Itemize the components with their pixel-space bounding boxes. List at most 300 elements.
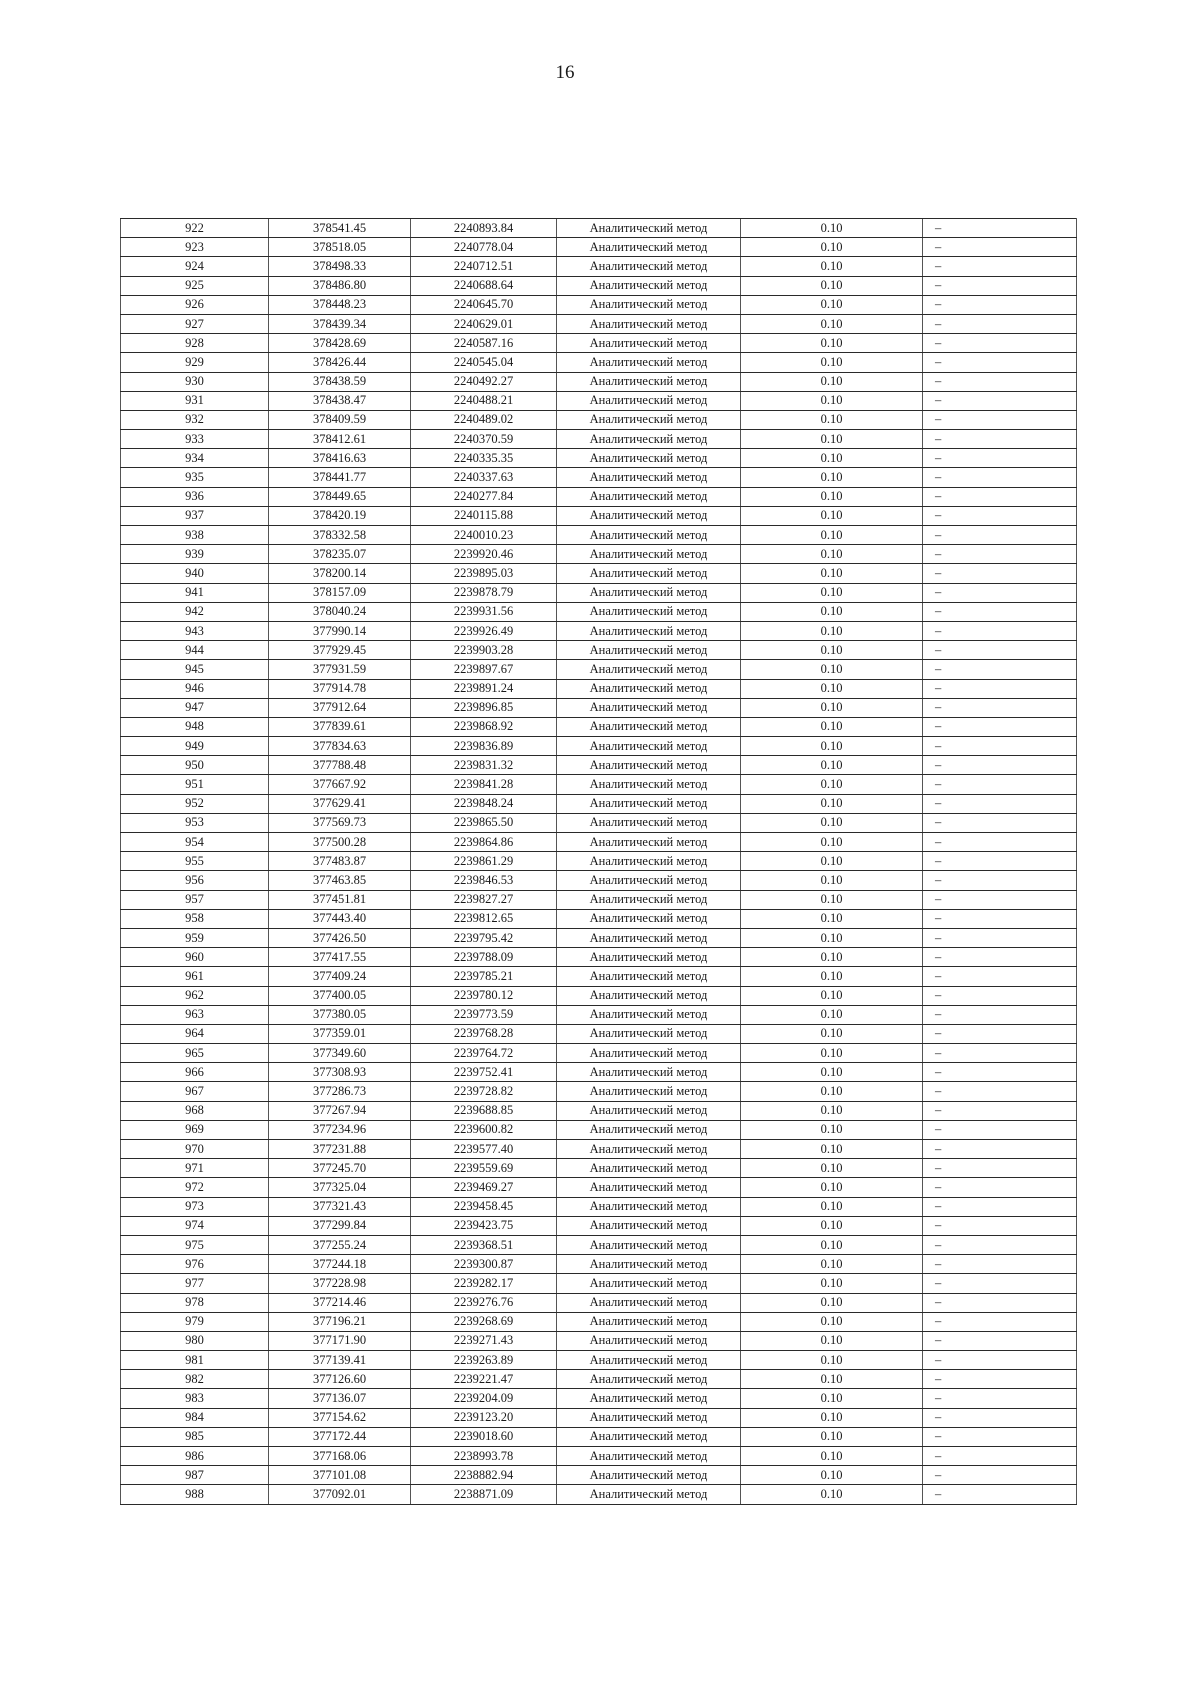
method-cell: Аналитический метод xyxy=(557,1216,741,1235)
point-number-cell: 926 xyxy=(121,295,269,314)
method-cell: Аналитический метод xyxy=(557,526,741,545)
table-row xyxy=(121,756,1077,775)
note-cell: – xyxy=(923,526,1077,545)
method-cell: Аналитический метод xyxy=(557,219,741,238)
y-coordinate-cell: 2239018.60 xyxy=(411,1427,557,1446)
table-row xyxy=(121,1408,1077,1427)
x-coordinate-cell: 378332.58 xyxy=(269,526,411,545)
x-coordinate-cell: 377168.06 xyxy=(269,1447,411,1466)
note-cell: – xyxy=(923,583,1077,602)
point-number-cell: 981 xyxy=(121,1351,269,1370)
x-coordinate-cell: 377308.93 xyxy=(269,1063,411,1082)
method-cell: Аналитический метод xyxy=(557,487,741,506)
table-row xyxy=(121,1044,1077,1063)
method-cell: Аналитический метод xyxy=(557,1024,741,1043)
table-row xyxy=(121,986,1077,1005)
y-coordinate-cell: 2239300.87 xyxy=(411,1255,557,1274)
table-row xyxy=(121,1351,1077,1370)
y-coordinate-cell: 2239926.49 xyxy=(411,621,557,640)
point-number-cell: 974 xyxy=(121,1216,269,1235)
method-cell: Аналитический метод xyxy=(557,295,741,314)
table-row xyxy=(121,487,1077,506)
accuracy-cell: 0.10 xyxy=(741,967,923,986)
point-number-cell: 966 xyxy=(121,1063,269,1082)
table-row xyxy=(121,717,1077,736)
x-coordinate-cell: 377788.48 xyxy=(269,756,411,775)
point-number-cell: 970 xyxy=(121,1140,269,1159)
method-cell: Аналитический метод xyxy=(557,890,741,909)
note-cell: – xyxy=(923,852,1077,871)
accuracy-cell: 0.10 xyxy=(741,410,923,429)
point-number-cell: 949 xyxy=(121,737,269,756)
y-coordinate-cell: 2240688.64 xyxy=(411,276,557,295)
point-number-cell: 962 xyxy=(121,986,269,1005)
table-row xyxy=(121,813,1077,832)
method-cell: Аналитический метод xyxy=(557,621,741,640)
point-number-cell: 924 xyxy=(121,257,269,276)
method-cell: Аналитический метод xyxy=(557,756,741,775)
accuracy-cell: 0.10 xyxy=(741,219,923,238)
point-number-cell: 946 xyxy=(121,679,269,698)
point-number-cell: 942 xyxy=(121,602,269,621)
y-coordinate-cell: 2240489.02 xyxy=(411,410,557,429)
point-number-cell: 963 xyxy=(121,1005,269,1024)
y-coordinate-cell: 2240010.23 xyxy=(411,526,557,545)
point-number-cell: 950 xyxy=(121,756,269,775)
y-coordinate-cell: 2239864.86 xyxy=(411,833,557,852)
table-row xyxy=(121,641,1077,660)
point-number-cell: 956 xyxy=(121,871,269,890)
method-cell: Аналитический метод xyxy=(557,679,741,698)
accuracy-cell: 0.10 xyxy=(741,698,923,717)
note-cell: – xyxy=(923,1255,1077,1274)
point-number-cell: 945 xyxy=(121,660,269,679)
accuracy-cell: 0.10 xyxy=(741,794,923,813)
accuracy-cell: 0.10 xyxy=(741,871,923,890)
point-number-cell: 972 xyxy=(121,1178,269,1197)
x-coordinate-cell: 378412.61 xyxy=(269,430,411,449)
y-coordinate-cell: 2240778.04 xyxy=(411,238,557,257)
x-coordinate-cell: 377839.61 xyxy=(269,717,411,736)
point-number-cell: 947 xyxy=(121,698,269,717)
point-number-cell: 959 xyxy=(121,928,269,947)
method-cell: Аналитический метод xyxy=(557,564,741,583)
table-row xyxy=(121,1082,1077,1101)
point-number-cell: 938 xyxy=(121,526,269,545)
method-cell: Аналитический метод xyxy=(557,928,741,947)
x-coordinate-cell: 377286.73 xyxy=(269,1082,411,1101)
y-coordinate-cell: 2240587.16 xyxy=(411,334,557,353)
point-number-cell: 982 xyxy=(121,1370,269,1389)
note-cell: – xyxy=(923,314,1077,333)
table-row xyxy=(121,334,1077,353)
note-cell: – xyxy=(923,372,1077,391)
y-coordinate-cell: 2240335.35 xyxy=(411,449,557,468)
y-coordinate-cell: 2239752.41 xyxy=(411,1063,557,1082)
table-row xyxy=(121,1005,1077,1024)
y-coordinate-cell: 2239204.09 xyxy=(411,1389,557,1408)
method-cell: Аналитический метод xyxy=(557,1466,741,1485)
table-row xyxy=(121,602,1077,621)
x-coordinate-cell: 377443.40 xyxy=(269,909,411,928)
method-cell: Аналитический метод xyxy=(557,1120,741,1139)
note-cell: – xyxy=(923,1197,1077,1216)
note-cell: – xyxy=(923,1140,1077,1159)
table-row xyxy=(121,890,1077,909)
point-number-cell: 932 xyxy=(121,410,269,429)
y-coordinate-cell: 2239920.46 xyxy=(411,545,557,564)
accuracy-cell: 0.10 xyxy=(741,1005,923,1024)
table-row xyxy=(121,1274,1077,1293)
accuracy-cell: 0.10 xyxy=(741,1331,923,1350)
method-cell: Аналитический метод xyxy=(557,1178,741,1197)
point-number-cell: 935 xyxy=(121,468,269,487)
accuracy-cell: 0.10 xyxy=(741,314,923,333)
table-row xyxy=(121,1159,1077,1178)
table-row xyxy=(121,410,1077,429)
point-number-cell: 927 xyxy=(121,314,269,333)
point-number-cell: 936 xyxy=(121,487,269,506)
note-cell: – xyxy=(923,813,1077,832)
note-cell: – xyxy=(923,1312,1077,1331)
note-cell: – xyxy=(923,1447,1077,1466)
note-cell: – xyxy=(923,1178,1077,1197)
y-coordinate-cell: 2239827.27 xyxy=(411,890,557,909)
note-cell: – xyxy=(923,1120,1077,1139)
x-coordinate-cell: 378486.80 xyxy=(269,276,411,295)
x-coordinate-cell: 377349.60 xyxy=(269,1044,411,1063)
method-cell: Аналитический метод xyxy=(557,391,741,410)
point-number-cell: 948 xyxy=(121,717,269,736)
x-coordinate-cell: 378439.34 xyxy=(269,314,411,333)
point-number-cell: 940 xyxy=(121,564,269,583)
point-number-cell: 960 xyxy=(121,948,269,967)
table-row xyxy=(121,833,1077,852)
x-coordinate-cell: 377245.70 xyxy=(269,1159,411,1178)
table-row xyxy=(121,737,1077,756)
point-number-cell: 957 xyxy=(121,890,269,909)
point-number-cell: 984 xyxy=(121,1408,269,1427)
accuracy-cell: 0.10 xyxy=(741,506,923,525)
x-coordinate-cell: 377426.50 xyxy=(269,928,411,947)
x-coordinate-cell: 377483.87 xyxy=(269,852,411,871)
accuracy-cell: 0.10 xyxy=(741,621,923,640)
method-cell: Аналитический метод xyxy=(557,506,741,525)
point-number-cell: 941 xyxy=(121,583,269,602)
x-coordinate-cell: 378426.44 xyxy=(269,353,411,372)
accuracy-cell: 0.10 xyxy=(741,775,923,794)
table-row xyxy=(121,1389,1077,1408)
method-cell: Аналитический метод xyxy=(557,353,741,372)
point-number-cell: 978 xyxy=(121,1293,269,1312)
y-coordinate-cell: 2240115.88 xyxy=(411,506,557,525)
accuracy-cell: 0.10 xyxy=(741,1274,923,1293)
accuracy-cell: 0.10 xyxy=(741,1293,923,1312)
accuracy-cell: 0.10 xyxy=(741,468,923,487)
method-cell: Аналитический метод xyxy=(557,1082,741,1101)
accuracy-cell: 0.10 xyxy=(741,487,923,506)
method-cell: Аналитический метод xyxy=(557,314,741,333)
method-cell: Аналитический метод xyxy=(557,1197,741,1216)
point-number-cell: 930 xyxy=(121,372,269,391)
x-coordinate-cell: 377171.90 xyxy=(269,1331,411,1350)
note-cell: – xyxy=(923,1082,1077,1101)
note-cell: – xyxy=(923,1044,1077,1063)
x-coordinate-cell: 378541.45 xyxy=(269,219,411,238)
x-coordinate-cell: 377380.05 xyxy=(269,1005,411,1024)
y-coordinate-cell: 2239368.51 xyxy=(411,1235,557,1254)
point-number-cell: 964 xyxy=(121,1024,269,1043)
point-number-cell: 953 xyxy=(121,813,269,832)
accuracy-cell: 0.10 xyxy=(741,1408,923,1427)
y-coordinate-cell: 2239788.09 xyxy=(411,948,557,967)
note-cell: – xyxy=(923,238,1077,257)
table-row xyxy=(121,1120,1077,1139)
point-number-cell: 968 xyxy=(121,1101,269,1120)
accuracy-cell: 0.10 xyxy=(741,1485,923,1504)
x-coordinate-cell: 378448.23 xyxy=(269,295,411,314)
y-coordinate-cell: 2239846.53 xyxy=(411,871,557,890)
table-row xyxy=(121,1197,1077,1216)
table-row xyxy=(121,276,1077,295)
y-coordinate-cell: 2239865.50 xyxy=(411,813,557,832)
x-coordinate-cell: 377629.41 xyxy=(269,794,411,813)
note-cell: – xyxy=(923,410,1077,429)
accuracy-cell: 0.10 xyxy=(741,1063,923,1082)
y-coordinate-cell: 2239276.76 xyxy=(411,1293,557,1312)
table-row xyxy=(121,1447,1077,1466)
y-coordinate-cell: 2239868.92 xyxy=(411,717,557,736)
method-cell: Аналитический метод xyxy=(557,583,741,602)
y-coordinate-cell: 2239878.79 xyxy=(411,583,557,602)
accuracy-cell: 0.10 xyxy=(741,737,923,756)
method-cell: Аналитический метод xyxy=(557,775,741,794)
x-coordinate-cell: 377914.78 xyxy=(269,679,411,698)
y-coordinate-cell: 2239271.43 xyxy=(411,1331,557,1350)
x-coordinate-cell: 378040.24 xyxy=(269,602,411,621)
method-cell: Аналитический метод xyxy=(557,698,741,717)
table-row xyxy=(121,1216,1077,1235)
note-cell: – xyxy=(923,641,1077,660)
x-coordinate-cell: 377667.92 xyxy=(269,775,411,794)
y-coordinate-cell: 2239812.65 xyxy=(411,909,557,928)
accuracy-cell: 0.10 xyxy=(741,679,923,698)
note-cell: – xyxy=(923,564,1077,583)
accuracy-cell: 0.10 xyxy=(741,660,923,679)
table-row xyxy=(121,506,1077,525)
table-row xyxy=(121,775,1077,794)
note-cell: – xyxy=(923,545,1077,564)
accuracy-cell: 0.10 xyxy=(741,334,923,353)
accuracy-cell: 0.10 xyxy=(741,1216,923,1235)
y-coordinate-cell: 2239577.40 xyxy=(411,1140,557,1159)
page-number: 16 xyxy=(555,62,575,83)
x-coordinate-cell: 378438.47 xyxy=(269,391,411,410)
point-number-cell: 976 xyxy=(121,1255,269,1274)
note-cell: – xyxy=(923,1024,1077,1043)
y-coordinate-cell: 2239263.89 xyxy=(411,1351,557,1370)
y-coordinate-cell: 2239688.85 xyxy=(411,1101,557,1120)
note-cell: – xyxy=(923,468,1077,487)
table-row xyxy=(121,852,1077,871)
accuracy-cell: 0.10 xyxy=(741,1178,923,1197)
method-cell: Аналитический метод xyxy=(557,948,741,967)
point-number-cell: 952 xyxy=(121,794,269,813)
method-cell: Аналитический метод xyxy=(557,641,741,660)
y-coordinate-cell: 2240337.63 xyxy=(411,468,557,487)
x-coordinate-cell: 377500.28 xyxy=(269,833,411,852)
point-number-cell: 923 xyxy=(121,238,269,257)
y-coordinate-cell: 2239785.21 xyxy=(411,967,557,986)
y-coordinate-cell: 2239559.69 xyxy=(411,1159,557,1178)
note-cell: – xyxy=(923,602,1077,621)
table-row xyxy=(121,391,1077,410)
accuracy-cell: 0.10 xyxy=(741,909,923,928)
accuracy-cell: 0.10 xyxy=(741,717,923,736)
y-coordinate-cell: 2239841.28 xyxy=(411,775,557,794)
y-coordinate-cell: 2239903.28 xyxy=(411,641,557,660)
x-coordinate-cell: 377834.63 xyxy=(269,737,411,756)
point-number-cell: 987 xyxy=(121,1466,269,1485)
table-row xyxy=(121,928,1077,947)
point-number-cell: 977 xyxy=(121,1274,269,1293)
y-coordinate-cell: 2238882.94 xyxy=(411,1466,557,1485)
note-cell: – xyxy=(923,928,1077,947)
note-cell: – xyxy=(923,334,1077,353)
x-coordinate-cell: 377255.24 xyxy=(269,1235,411,1254)
point-number-cell: 937 xyxy=(121,506,269,525)
y-coordinate-cell: 2239600.82 xyxy=(411,1120,557,1139)
table-row xyxy=(121,1024,1077,1043)
x-coordinate-cell: 377244.18 xyxy=(269,1255,411,1274)
accuracy-cell: 0.10 xyxy=(741,641,923,660)
point-number-cell: 958 xyxy=(121,909,269,928)
y-coordinate-cell: 2240492.27 xyxy=(411,372,557,391)
x-coordinate-cell: 377136.07 xyxy=(269,1389,411,1408)
note-cell: – xyxy=(923,506,1077,525)
method-cell: Аналитический метод xyxy=(557,833,741,852)
accuracy-cell: 0.10 xyxy=(741,852,923,871)
point-number-cell: 985 xyxy=(121,1427,269,1446)
table-row xyxy=(121,621,1077,640)
accuracy-cell: 0.10 xyxy=(741,1351,923,1370)
accuracy-cell: 0.10 xyxy=(741,1389,923,1408)
x-coordinate-cell: 377231.88 xyxy=(269,1140,411,1159)
y-coordinate-cell: 2239931.56 xyxy=(411,602,557,621)
note-cell: – xyxy=(923,909,1077,928)
accuracy-cell: 0.10 xyxy=(741,833,923,852)
accuracy-cell: 0.10 xyxy=(741,238,923,257)
y-coordinate-cell: 2240277.84 xyxy=(411,487,557,506)
point-number-cell: 961 xyxy=(121,967,269,986)
method-cell: Аналитический метод xyxy=(557,430,741,449)
method-cell: Аналитический метод xyxy=(557,1389,741,1408)
y-coordinate-cell: 2239836.89 xyxy=(411,737,557,756)
accuracy-cell: 0.10 xyxy=(741,1159,923,1178)
note-cell: – xyxy=(923,1466,1077,1485)
accuracy-cell: 0.10 xyxy=(741,391,923,410)
accuracy-cell: 0.10 xyxy=(741,890,923,909)
note-cell: – xyxy=(923,1216,1077,1235)
table-row xyxy=(121,1370,1077,1389)
point-number-cell: 951 xyxy=(121,775,269,794)
table-row xyxy=(121,1235,1077,1254)
note-cell: – xyxy=(923,391,1077,410)
method-cell: Аналитический метод xyxy=(557,1485,741,1504)
accuracy-cell: 0.10 xyxy=(741,602,923,621)
y-coordinate-cell: 2239268.69 xyxy=(411,1312,557,1331)
method-cell: Аналитический метод xyxy=(557,449,741,468)
method-cell: Аналитический метод xyxy=(557,257,741,276)
accuracy-cell: 0.10 xyxy=(741,1024,923,1043)
note-cell: – xyxy=(923,1063,1077,1082)
accuracy-cell: 0.10 xyxy=(741,583,923,602)
table-row xyxy=(121,794,1077,813)
note-cell: – xyxy=(923,1235,1077,1254)
accuracy-cell: 0.10 xyxy=(741,449,923,468)
x-coordinate-cell: 377126.60 xyxy=(269,1370,411,1389)
y-coordinate-cell: 2239282.17 xyxy=(411,1274,557,1293)
x-coordinate-cell: 378441.77 xyxy=(269,468,411,487)
point-number-cell: 922 xyxy=(121,219,269,238)
note-cell: – xyxy=(923,775,1077,794)
table-row xyxy=(121,430,1077,449)
accuracy-cell: 0.10 xyxy=(741,1082,923,1101)
y-coordinate-cell: 2239458.45 xyxy=(411,1197,557,1216)
y-coordinate-cell: 2239896.85 xyxy=(411,698,557,717)
x-coordinate-cell: 378409.59 xyxy=(269,410,411,429)
method-cell: Аналитический метод xyxy=(557,334,741,353)
table-row xyxy=(121,1178,1077,1197)
y-coordinate-cell: 2240488.21 xyxy=(411,391,557,410)
method-cell: Аналитический метод xyxy=(557,660,741,679)
y-coordinate-cell: 2239773.59 xyxy=(411,1005,557,1024)
x-coordinate-cell: 377139.41 xyxy=(269,1351,411,1370)
y-coordinate-cell: 2238871.09 xyxy=(411,1485,557,1504)
x-coordinate-cell: 377931.59 xyxy=(269,660,411,679)
accuracy-cell: 0.10 xyxy=(741,928,923,947)
point-number-cell: 988 xyxy=(121,1485,269,1504)
accuracy-cell: 0.10 xyxy=(741,1447,923,1466)
note-cell: – xyxy=(923,679,1077,698)
x-coordinate-cell: 377359.01 xyxy=(269,1024,411,1043)
x-coordinate-cell: 377990.14 xyxy=(269,621,411,640)
note-cell: – xyxy=(923,1408,1077,1427)
x-coordinate-cell: 377234.96 xyxy=(269,1120,411,1139)
point-number-cell: 933 xyxy=(121,430,269,449)
method-cell: Аналитический метод xyxy=(557,410,741,429)
x-coordinate-cell: 377929.45 xyxy=(269,641,411,660)
x-coordinate-cell: 377325.04 xyxy=(269,1178,411,1197)
method-cell: Аналитический метод xyxy=(557,1447,741,1466)
y-coordinate-cell: 2240545.04 xyxy=(411,353,557,372)
table-row xyxy=(121,909,1077,928)
accuracy-cell: 0.10 xyxy=(741,1197,923,1216)
table-row xyxy=(121,314,1077,333)
note-cell: – xyxy=(923,1159,1077,1178)
method-cell: Аналитический метод xyxy=(557,1293,741,1312)
x-coordinate-cell: 377409.24 xyxy=(269,967,411,986)
y-coordinate-cell: 2239123.20 xyxy=(411,1408,557,1427)
table-row xyxy=(121,1293,1077,1312)
accuracy-cell: 0.10 xyxy=(741,372,923,391)
accuracy-cell: 0.10 xyxy=(741,564,923,583)
y-coordinate-cell: 2239848.24 xyxy=(411,794,557,813)
point-number-cell: 934 xyxy=(121,449,269,468)
method-cell: Аналитический метод xyxy=(557,1044,741,1063)
note-cell: – xyxy=(923,295,1077,314)
y-coordinate-cell: 2239423.75 xyxy=(411,1216,557,1235)
